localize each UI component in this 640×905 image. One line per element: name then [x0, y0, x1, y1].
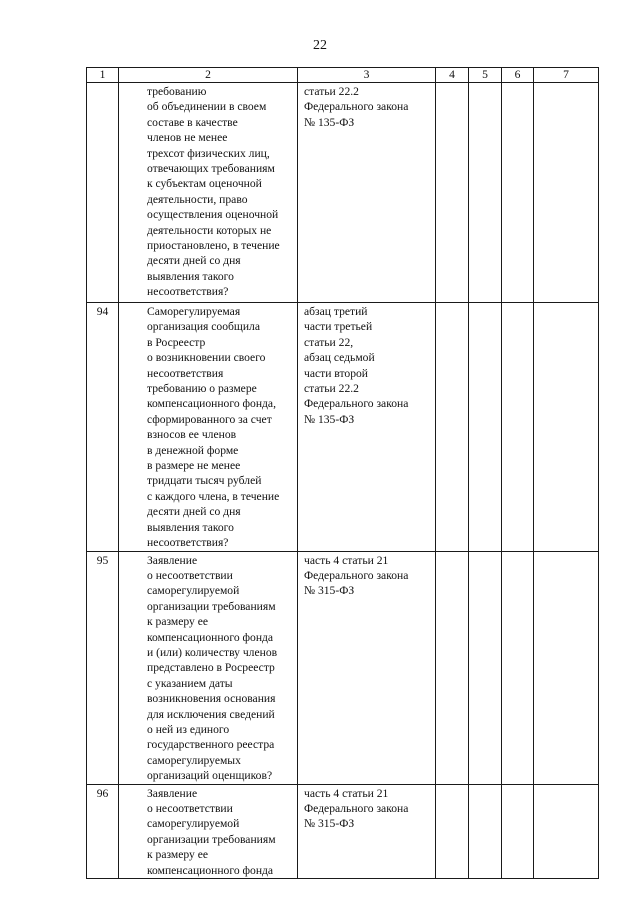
- empty-cell-col-4: [436, 784, 469, 878]
- requirements-table: [86, 67, 599, 879]
- table-row: [87, 551, 599, 784]
- question-line: требованию о размере: [147, 382, 257, 396]
- question-line: к размеру ее: [147, 615, 209, 629]
- reference-line: № 315-ФЗ: [304, 817, 355, 831]
- empty-cell-col-7: [534, 784, 599, 878]
- legal-reference: [298, 83, 436, 303]
- legal-reference: [298, 303, 436, 552]
- column-header: 7: [534, 68, 599, 83]
- question-line: десяти дней со дня: [147, 254, 241, 268]
- question-line: возникновения основания: [147, 692, 276, 706]
- question-line: представлено в Росреестр: [147, 661, 275, 675]
- question-line: несоответствия: [147, 366, 224, 380]
- row-number: [87, 83, 119, 303]
- column-header: 6: [502, 68, 534, 83]
- question-line: деятельности которых не: [147, 223, 272, 237]
- table-row: [87, 303, 599, 552]
- question-line: выявления такого: [147, 269, 234, 283]
- column-header: 2: [119, 68, 298, 83]
- column-header: 5: [469, 68, 502, 83]
- question-line: несоответствия?: [147, 285, 229, 299]
- question-line: тридцати тысяч рублей: [147, 474, 262, 488]
- question-line: организация сообщила: [147, 320, 260, 334]
- question-line: саморегулируемой: [147, 584, 240, 598]
- empty-cell-col-4: [436, 551, 469, 784]
- question-line: организации требованиям: [147, 599, 276, 613]
- question-line: осуществления оценочной: [147, 208, 279, 222]
- question-line: приостановлено, в течение: [147, 239, 280, 253]
- requirement-question: [119, 83, 298, 303]
- empty-cell-col-7: [534, 83, 599, 303]
- question-line: государственного реестра: [147, 738, 275, 752]
- question-line: компенсационного фонда,: [147, 397, 276, 411]
- question-line: саморегулируемых: [147, 753, 241, 767]
- question-line: несоответствия?: [147, 536, 229, 550]
- reference-line: № 135-ФЗ: [304, 412, 355, 426]
- reference-line: Федерального закона: [304, 568, 409, 582]
- column-header: 3: [298, 68, 436, 83]
- question-line: компенсационного фонда: [147, 863, 274, 877]
- question-line: в денежной форме: [147, 443, 239, 457]
- question-line: о несоответствии: [147, 568, 233, 582]
- requirement-question: [119, 784, 298, 878]
- question-line: к субъектам оценочной: [147, 177, 262, 191]
- question-line: деятельности, право: [147, 192, 248, 206]
- question-line: Саморегулируемая: [147, 305, 241, 318]
- question-line: трехсот физических лиц,: [147, 146, 270, 160]
- row-number: 94: [87, 303, 119, 552]
- reference-line: статьи 22.2: [304, 85, 359, 98]
- legal-reference: [298, 551, 436, 784]
- reference-line: абзац седьмой: [304, 351, 375, 365]
- row-number: 96: [87, 784, 119, 878]
- question-line: с каждого члена, в течение: [147, 489, 280, 503]
- page-number: 22: [313, 38, 327, 53]
- question-line: о ней из единого: [147, 722, 230, 736]
- empty-cell-col-5: [469, 303, 502, 552]
- legal-reference: [298, 784, 436, 878]
- column-header: 4: [436, 68, 469, 83]
- reference-line: часть 4 статьи 21: [304, 786, 389, 800]
- requirement-question: [119, 303, 298, 552]
- question-line: для исключения сведений: [147, 707, 275, 721]
- empty-cell-col-6: [502, 303, 534, 552]
- question-line: организаций оценщиков?: [147, 769, 273, 783]
- empty-cell-col-5: [469, 83, 502, 303]
- empty-cell-col-6: [502, 784, 534, 878]
- reference-line: часть 4 статьи 21: [304, 553, 389, 567]
- reference-line: Федерального закона: [304, 100, 409, 114]
- reference-line: части третьей: [304, 320, 373, 334]
- question-line: о несоответствии: [147, 802, 233, 815]
- empty-cell-col-7: [534, 551, 599, 784]
- question-line: в Росреестр: [147, 335, 206, 349]
- question-line: с указанием даты: [147, 676, 233, 690]
- question-line: саморегулируемой: [147, 817, 240, 831]
- empty-cell-col-4: [436, 303, 469, 552]
- question-line: отвечающих требованиям: [147, 162, 275, 176]
- question-line: выявления такого: [147, 520, 234, 534]
- question-line: компенсационного фонда: [147, 630, 274, 644]
- question-line: о возникновении своего: [147, 351, 266, 365]
- reference-line: части второй: [304, 366, 368, 380]
- question-line: Заявление: [147, 786, 198, 800]
- question-line: организации требованиям: [147, 832, 276, 846]
- empty-cell-col-5: [469, 551, 502, 784]
- row-number: 95: [87, 551, 119, 784]
- question-line: взносов ее членов: [147, 428, 237, 442]
- empty-cell-col-7: [534, 303, 599, 552]
- requirement-question: [119, 551, 298, 784]
- question-line: об объединении в своем: [147, 100, 267, 114]
- question-line: сформированного за счет: [147, 412, 272, 426]
- column-header: 1: [87, 68, 119, 83]
- question-line: в размере не менее: [147, 459, 241, 473]
- empty-cell-col-5: [469, 784, 502, 878]
- question-line: к размеру ее: [147, 848, 209, 862]
- table-header-row: [87, 68, 599, 83]
- question-line: десяти дней со дня: [147, 505, 241, 519]
- question-line: и (или) количеству членов: [147, 645, 278, 659]
- table-row: [87, 784, 599, 878]
- empty-cell-col-4: [436, 83, 469, 303]
- table-row: [87, 83, 599, 303]
- reference-line: статьи 22.2: [304, 382, 359, 396]
- question-line: требованию: [147, 85, 207, 98]
- reference-line: № 135-ФЗ: [304, 115, 355, 129]
- question-line: Заявление: [147, 553, 198, 567]
- reference-line: абзац третий: [304, 305, 368, 318]
- reference-line: № 315-ФЗ: [304, 584, 355, 598]
- reference-line: статьи 22,: [304, 335, 354, 349]
- question-line: членов не менее: [147, 131, 228, 145]
- empty-cell-col-6: [502, 83, 534, 303]
- reference-line: Федерального закона: [304, 397, 409, 411]
- question-line: составе в качестве: [147, 115, 238, 129]
- empty-cell-col-6: [502, 551, 534, 784]
- reference-line: Федерального закона: [304, 802, 409, 815]
